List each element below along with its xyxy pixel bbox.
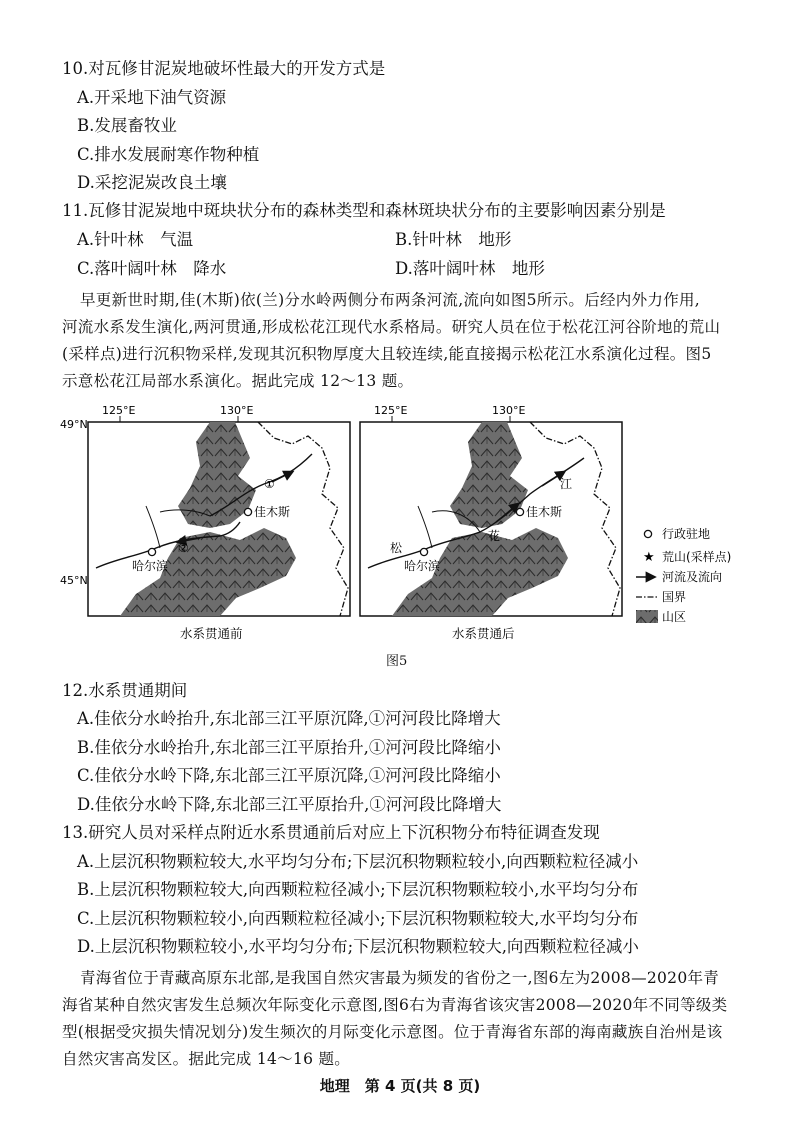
q12-stem: 12.水系贯通期间 bbox=[62, 681, 188, 700]
label-harbin-after: 哈尔滨 bbox=[404, 559, 441, 573]
legend-city-label: 行政驻地 bbox=[662, 527, 711, 541]
legend-border-label: 国界 bbox=[662, 590, 687, 604]
figure-5-svg bbox=[60, 398, 750, 646]
map-before bbox=[60, 404, 350, 616]
city-harbin-before bbox=[148, 548, 155, 555]
q11-option-a: A.针叶林 气温 bbox=[77, 230, 194, 249]
label-river-hua: 花 bbox=[488, 529, 501, 543]
q10-stem: 10.对瓦修甘泥炭地破坏性最大的开发方式是 bbox=[62, 59, 386, 78]
q12-option-a: A.佳依分水岭抬升,东北部三江平原沉降,①河河段比降增大 bbox=[77, 709, 501, 728]
q11-option-b: B.针叶林 地形 bbox=[395, 230, 512, 249]
lon-130-left: 130°E bbox=[220, 404, 254, 417]
q11-option-c: C.落叶阔叶林 降水 bbox=[77, 259, 227, 278]
legend-river-label: 河流及流向 bbox=[662, 570, 723, 584]
lat-49: 49°N bbox=[60, 418, 88, 431]
passage1-line-3: (采样点)进行沉积物采样,发现其沉积物厚度大且较连续,能直接揭示松花江水系演化过程。图5 bbox=[62, 345, 712, 363]
city-jiamusi-after bbox=[516, 508, 523, 515]
label-jiamusi-before: 佳木斯 bbox=[254, 505, 291, 519]
q10-option-a: A.开采地下油气资源 bbox=[77, 88, 227, 107]
lon-130-right: 130°E bbox=[492, 404, 526, 417]
passage2-line-4: 自然灾害高发区。据此完成 14～16 题。 bbox=[62, 1050, 351, 1068]
q13-option-b: B.上层沉积物颗粒较大,向西颗粒粒径减小;下层沉积物颗粒较小,水平均匀分布 bbox=[77, 880, 639, 899]
label-jiamusi-after: 佳木斯 bbox=[526, 505, 563, 519]
passage2-line-1: 青海省位于青藏高原东北部,是我国自然灾害最为频发的省份之一,图6左为2008—2020年青 bbox=[80, 969, 720, 987]
label-river-jiang: 江 bbox=[560, 477, 573, 491]
legend-sample-symbol: ★ bbox=[643, 550, 655, 565]
legend-mountain-symbol bbox=[636, 610, 658, 623]
passage1-line-4: 示意松花江局部水系演化。据此完成 12～13 题。 bbox=[62, 372, 414, 390]
map-after bbox=[360, 404, 622, 616]
q10-option-d: D.采挖泥炭改良土壤 bbox=[77, 173, 227, 192]
q10-option-b: B.发展畜牧业 bbox=[77, 116, 177, 135]
q10-option-c: C.排水发展耐寒作物种植 bbox=[77, 145, 260, 164]
caption-after: 水系贯通后 bbox=[452, 626, 515, 641]
legend-sample-label: 荒山(采样点) bbox=[662, 550, 732, 564]
q11-option-d: D.落叶阔叶林 地形 bbox=[395, 259, 545, 278]
passage1-line-1: 早更新世时期,佳(木斯)依(兰)分水岭两侧分布两条河流,流向如图5所示。后经内外力作用, bbox=[80, 291, 701, 309]
page-footer: 地理 第 4 页(共 8 页) bbox=[319, 1077, 481, 1095]
passage2-line-3: 型(根据受灾损失情况划分)发生频次的月际变化示意图。位于青海省东部的海南藏族自治州是该 bbox=[62, 1023, 723, 1041]
figure-5-title: 图5 bbox=[386, 654, 408, 669]
legend bbox=[636, 526, 731, 624]
marker-river-1: ① bbox=[264, 477, 275, 491]
city-harbin-after bbox=[420, 548, 427, 555]
q12-option-d: D.佳依分水岭下降,东北部三江平原抬升,①河河段比降增大 bbox=[77, 795, 502, 814]
q13-stem: 13.研究人员对采样点附近水系贯通前后对应上下沉积物分布特征调查发现 bbox=[62, 823, 600, 842]
label-river-song: 松 bbox=[390, 541, 403, 555]
caption-before: 水系贯通前 bbox=[180, 626, 243, 641]
lat-45: 45°N bbox=[60, 574, 88, 587]
label-harbin-before: 哈尔滨 bbox=[132, 559, 169, 573]
legend-mountain-label: 山区 bbox=[662, 610, 687, 624]
passage2-line-2: 海省某种自然灾害发生总频次年际变化示意图,图6右为青海省该灾害2008—2020年不同等级类 bbox=[62, 996, 728, 1014]
q11-stem: 11.瓦修甘泥炭地中斑块状分布的森林类型和森林斑块状分布的主要影响因素分别是 bbox=[62, 201, 666, 220]
city-jiamusi-before bbox=[244, 508, 251, 515]
q13-option-a: A.上层沉积物颗粒较大,水平均匀分布;下层沉积物颗粒较小,向西颗粒粒径减小 bbox=[77, 852, 639, 871]
q12-option-b: B.佳依分水岭抬升,东北部三江平原抬升,①河河段比降缩小 bbox=[77, 738, 501, 757]
figure-5 bbox=[60, 398, 750, 646]
lon-125-right: 125°E bbox=[374, 404, 408, 417]
passage1-line-2: 河流水系发生演化,两河贯通,形成松花江现代水系格局。研究人员在位于松花江河谷阶地的荒山 bbox=[62, 318, 721, 336]
q13-option-c: C.上层沉积物颗粒较小,向西颗粒粒径减小;下层沉积物颗粒较大,水平均匀分布 bbox=[77, 909, 639, 928]
q12-option-c: C.佳依分水岭下降,东北部三江平原沉降,①河河段比降缩小 bbox=[77, 766, 501, 785]
lon-125-left: 125°E bbox=[102, 404, 136, 417]
legend-city-symbol bbox=[644, 530, 651, 537]
q13-option-d: D.上层沉积物颗粒较小,水平均匀分布;下层沉积物颗粒较大,向西颗粒粒径减小 bbox=[77, 937, 639, 956]
marker-river-2: ② bbox=[178, 541, 189, 555]
